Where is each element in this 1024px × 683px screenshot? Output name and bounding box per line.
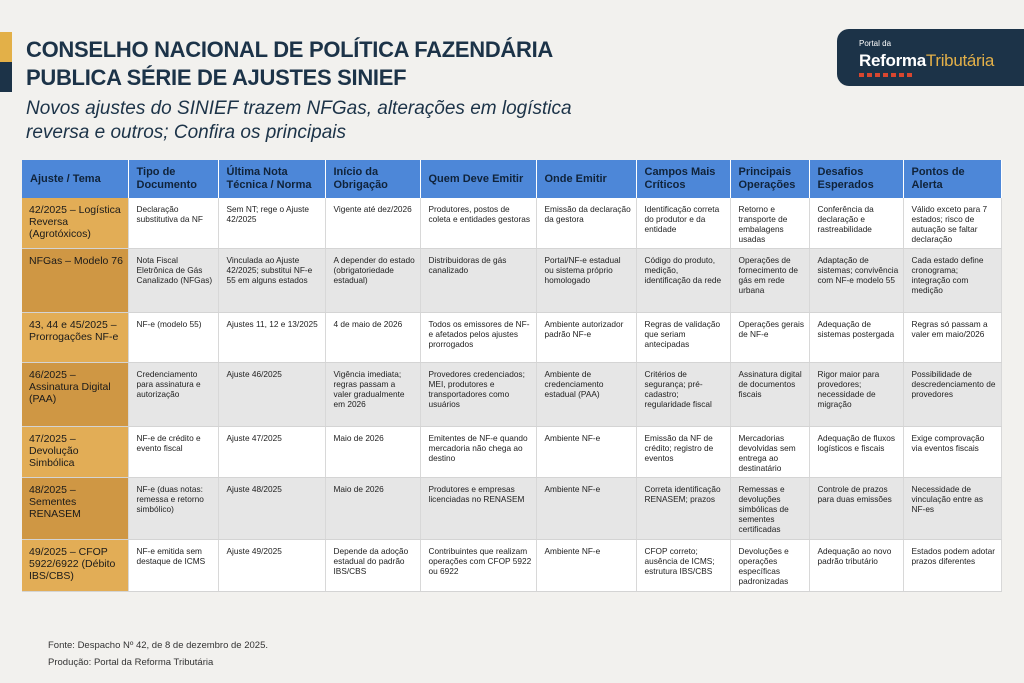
accent-bar-gold — [0, 32, 12, 62]
column-header: Campos Mais Críticos — [636, 160, 730, 198]
table-cell: Adequação ao novo padrão tributário — [809, 540, 903, 592]
table-cell: Portal/NF-e estadual ou sistema próprio homologado — [536, 249, 636, 313]
table-cell: Nota Fiscal Eletrônica de Gás Canalizado (NFGas) — [128, 249, 218, 313]
table-cell: Operações de fornecimento de gás em rede urbana — [730, 249, 809, 313]
table-cell: Ambiente NF-e — [536, 427, 636, 478]
column-header: Ajuste / Tema — [22, 160, 128, 198]
table-cell: Todos os emissores de NF-e afetados pelos ajustes prorrogados — [420, 313, 536, 363]
ajustes-table — [22, 160, 1002, 592]
footer-production: Produção: Portal da Reforma Tributária — [48, 657, 214, 668]
table-cell: Conferência da declaração e rastreabilidade — [809, 198, 903, 249]
logo-small-text: Portal da — [859, 39, 892, 48]
table-row — [22, 478, 1001, 540]
table-row — [22, 540, 1001, 592]
ajuste-tema-cell: 42/2025 – Logística Reversa (Agrotóxicos) — [22, 198, 128, 249]
table-header-row — [22, 160, 1001, 198]
table-cell: Vinculada ao Ajuste 42/2025; substitui NF-e 55 em alguns estados — [218, 249, 325, 313]
table-cell: Cada estado define cronograma; integração com medição — [903, 249, 1001, 313]
table-cell: Emitentes de NF-e quando mercadoria não chega ao destino — [420, 427, 536, 478]
table-cell: Ajuste 48/2025 — [218, 478, 325, 540]
table-cell: Depende da adoção estadual do padrão IBS/CBS — [325, 540, 420, 592]
logo-bold: Reforma — [859, 51, 926, 70]
column-header: Onde Emitir — [536, 160, 636, 198]
table-row — [22, 427, 1001, 478]
table-cell: Adaptação de sistemas; convivência com NF-e modelo 55 — [809, 249, 903, 313]
table-cell: Correta identificação RENASEM; prazos — [636, 478, 730, 540]
table-cell: Identificação correta do produtor e da entidade — [636, 198, 730, 249]
table-cell: Ambiente de credenciamento estadual (PAA) — [536, 363, 636, 427]
table-cell: Maio de 2026 — [325, 427, 420, 478]
logo-light: Tributária — [925, 51, 995, 70]
table-cell: Provedores credenciados; MEI, produtores e transportadores como usuários — [420, 363, 536, 427]
column-header: Tipo de Documento — [128, 160, 218, 198]
table-cell: Retorno e transporte de embalagens usadas — [730, 198, 809, 249]
column-header: Início da Obrigação — [325, 160, 420, 198]
ajuste-tema-cell: NFGas – Modelo 76 — [22, 249, 128, 313]
table-cell: Vigente até dez/2026 — [325, 198, 420, 249]
column-header: Quem Deve Emitir — [420, 160, 536, 198]
accent-bar-navy — [0, 62, 12, 92]
table-row — [22, 363, 1001, 427]
ajuste-tema-cell: 46/2025 – Assinatura Digital (PAA) — [22, 363, 128, 427]
table-row — [22, 198, 1001, 249]
column-header: Principais Operações — [730, 160, 809, 198]
table-cell: CFOP correto; ausência de ICMS; estrutura IBS/CBS — [636, 540, 730, 592]
table-cell: Sem NT; rege o Ajuste 42/2025 — [218, 198, 325, 249]
column-header: Desafios Esperados — [809, 160, 903, 198]
table-cell: Distribuidoras de gás canalizado — [420, 249, 536, 313]
column-header: Última Nota Técnica / Norma — [218, 160, 325, 198]
portal-logo — [837, 29, 1024, 86]
table-cell: Necessidade de vinculação entre as NF-es — [903, 478, 1001, 540]
table-cell: Possibilidade de descredenciamento de provedores — [903, 363, 1001, 427]
table-cell: Vigência imediata; regras passam a valer gradualmente em 2026 — [325, 363, 420, 427]
table-cell: A depender do estado (obrigatoriedade estadual) — [325, 249, 420, 313]
table-cell: Estados podem adotar prazos diferentes — [903, 540, 1001, 592]
table-cell: Ambiente autorizador padrão NF-e — [536, 313, 636, 363]
page-title — [26, 36, 553, 92]
table-cell: Rigor maior para provedores; necessidade de migração — [809, 363, 903, 427]
table-cell: Produtores e empresas licenciadas no RENASEM — [420, 478, 536, 540]
logo-dots-icon — [859, 73, 912, 77]
table-cell: Assinatura digital de documentos fiscais — [730, 363, 809, 427]
table-cell: Contribuintes que realizam operações com CFOP 5922 ou 6922 — [420, 540, 536, 592]
table-cell: NF-e (duas notas: remessa e retorno simbólico) — [128, 478, 218, 540]
page-subtitle: Novos ajustes do SINIEF trazem NFGas, alterações em logística reversa e outros; Confira os principais — [26, 98, 572, 143]
table-row — [22, 313, 1001, 363]
table-cell: Adequação de fluxos logísticos e fiscais — [809, 427, 903, 478]
table-cell: Operações gerais de NF-e — [730, 313, 809, 363]
table-cell: Ajuste 47/2025 — [218, 427, 325, 478]
title-line-1: CONSELHO NACIONAL DE POLÍTICA FAZENDÁRIA — [26, 37, 554, 62]
table-cell: Regras só passam a valer em maio/2026 — [903, 313, 1001, 363]
table-row — [22, 249, 1001, 313]
table-cell: Ajustes 11, 12 e 13/2025 — [218, 313, 325, 363]
column-header: Pontos de Alerta — [903, 160, 1001, 198]
table-cell: NF-e emitida sem destaque de ICMS — [128, 540, 218, 592]
table-cell: Maio de 2026 — [325, 478, 420, 540]
logo-main-text — [859, 51, 994, 71]
table-cell: Remessas e devoluções simbólicas de sementes certificadas — [730, 478, 809, 540]
table-cell: Ajuste 46/2025 — [218, 363, 325, 427]
table-cell: Emissão da NF de crédito; registro de eventos — [636, 427, 730, 478]
table-cell: Válido exceto para 7 estados; risco de autuação se faltar declaração — [903, 198, 1001, 249]
footer-source: Fonte: Despacho Nº 42, de 8 de dezembro de 2025. — [48, 640, 269, 651]
table-cell: Produtores, postos de coleta e entidades gestoras — [420, 198, 536, 249]
ajuste-tema-cell: 49/2025 – CFOP 5922/6922 (Débito IBS/CBS) — [22, 540, 128, 592]
table-cell: Ambiente NF-e — [536, 540, 636, 592]
table-cell: Controle de prazos para duas emissões — [809, 478, 903, 540]
table-cell: Credenciamento para assinatura e autorização — [128, 363, 218, 427]
table-cell: Exige comprovação via eventos fiscais — [903, 427, 1001, 478]
table-cell: Mercadorias devolvidas sem entrega ao destinatário — [730, 427, 809, 478]
ajuste-tema-cell: 48/2025 – Sementes RENASEM — [22, 478, 128, 540]
ajuste-tema-cell: 43, 44 e 45/2025 – Prorrogações NF-e — [22, 313, 128, 363]
table-cell: Regras de validação que seriam antecipadas — [636, 313, 730, 363]
ajuste-tema-cell: 47/2025 – Devolução Simbólica — [22, 427, 128, 478]
table-cell: Emissão da declaração da gestora — [536, 198, 636, 249]
table-cell: 4 de maio de 2026 — [325, 313, 420, 363]
table-cell: Adequação de sistemas postergada — [809, 313, 903, 363]
table-cell: Critérios de segurança; pré-cadastro; regularidade fiscal — [636, 363, 730, 427]
table-cell: Declaração substitutiva da NF — [128, 198, 218, 249]
table-cell: Ajuste 49/2025 — [218, 540, 325, 592]
table-cell: Ambiente NF-e — [536, 478, 636, 540]
table-cell: Devoluções e operações específicas padronizadas — [730, 540, 809, 592]
table-cell: Código do produto, medição, identificação da rede — [636, 249, 730, 313]
table-cell: NF-e (modelo 55) — [128, 313, 218, 363]
table-cell: NF-e de crédito e evento fiscal — [128, 427, 218, 478]
title-line-2: PUBLICA SÉRIE DE AJUSTES SINIEF — [26, 65, 407, 90]
